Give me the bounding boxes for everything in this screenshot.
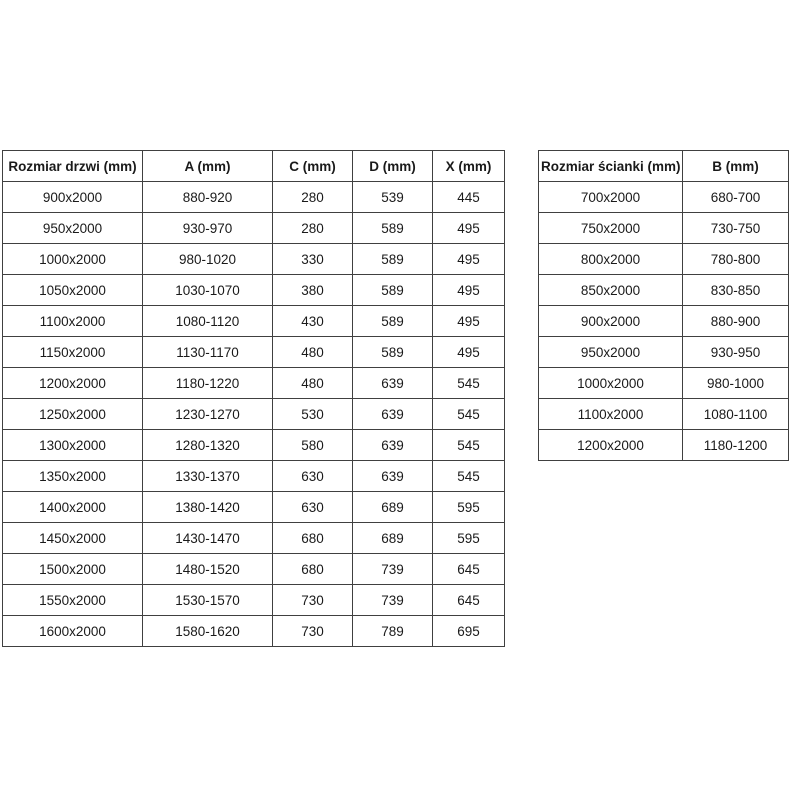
table-cell: 1230-1270 [143, 399, 273, 430]
table-cell: 280 [273, 213, 353, 244]
table-cell: 589 [353, 213, 433, 244]
table-row [3, 492, 505, 523]
table-cell: 1330-1370 [143, 461, 273, 492]
table-cell: 1080-1100 [683, 399, 789, 430]
table-cell: 880-900 [683, 306, 789, 337]
table-row [3, 368, 505, 399]
table-cell: 589 [353, 275, 433, 306]
table-cell: 545 [433, 461, 505, 492]
table-cell: 850x2000 [539, 275, 683, 306]
table-cell: 789 [353, 616, 433, 647]
table-cell: 1450x2000 [3, 523, 143, 554]
table-cell: 730-750 [683, 213, 789, 244]
table-cell: 689 [353, 523, 433, 554]
table-row [539, 368, 789, 399]
table-cell: 1100x2000 [539, 399, 683, 430]
table-row [3, 616, 505, 647]
table-cell: 1380-1420 [143, 492, 273, 523]
table-row [3, 585, 505, 616]
table-cell: 1280-1320 [143, 430, 273, 461]
header-row [3, 151, 505, 182]
table-cell: 639 [353, 399, 433, 430]
table-cell: 1130-1170 [143, 337, 273, 368]
table-row [539, 244, 789, 275]
table-cell: 680-700 [683, 182, 789, 213]
table-cell: 1430-1470 [143, 523, 273, 554]
table-row [3, 306, 505, 337]
table-cell: 539 [353, 182, 433, 213]
table-cell: 680 [273, 554, 353, 585]
table-row [3, 399, 505, 430]
column-header: X (mm) [433, 151, 505, 182]
table-cell: 1530-1570 [143, 585, 273, 616]
table-cell: 639 [353, 368, 433, 399]
table-cell: 330 [273, 244, 353, 275]
table-cell: 739 [353, 585, 433, 616]
table-cell: 639 [353, 430, 433, 461]
table-cell: 930-950 [683, 337, 789, 368]
table-cell: 730 [273, 616, 353, 647]
table-cell: 480 [273, 368, 353, 399]
wall-panel-dimensions-table [538, 150, 789, 461]
table-cell: 1050x2000 [3, 275, 143, 306]
table-cell: 1150x2000 [3, 337, 143, 368]
table-cell: 580 [273, 430, 353, 461]
table-cell: 750x2000 [539, 213, 683, 244]
table-cell: 495 [433, 275, 505, 306]
table-cell: 480 [273, 337, 353, 368]
table-cell: 800x2000 [539, 244, 683, 275]
table-cell: 980-1020 [143, 244, 273, 275]
table-cell: 1480-1520 [143, 554, 273, 585]
table-row [539, 275, 789, 306]
table-cell: 495 [433, 306, 505, 337]
table-cell: 639 [353, 461, 433, 492]
table-cell: 780-800 [683, 244, 789, 275]
table-cell: 1300x2000 [3, 430, 143, 461]
table-cell: 1180-1200 [683, 430, 789, 461]
header-row [539, 151, 789, 182]
table-row [3, 213, 505, 244]
table-cell: 280 [273, 182, 353, 213]
table-cell: 680 [273, 523, 353, 554]
table-cell: 900x2000 [539, 306, 683, 337]
table-cell: 739 [353, 554, 433, 585]
table-cell: 900x2000 [3, 182, 143, 213]
column-header: Rozmiar ścianki (mm) [539, 151, 683, 182]
table-cell: 645 [433, 585, 505, 616]
table-row [3, 523, 505, 554]
table-cell: 595 [433, 523, 505, 554]
table-cell: 1500x2000 [3, 554, 143, 585]
table-cell: 495 [433, 213, 505, 244]
column-header: C (mm) [273, 151, 353, 182]
table-row [3, 182, 505, 213]
door-dimensions-table [2, 150, 505, 647]
table-cell: 595 [433, 492, 505, 523]
table-row [3, 430, 505, 461]
table-cell: 689 [353, 492, 433, 523]
table-cell: 430 [273, 306, 353, 337]
table-row [3, 275, 505, 306]
table-cell: 930-970 [143, 213, 273, 244]
table-cell: 1350x2000 [3, 461, 143, 492]
table-cell: 445 [433, 182, 505, 213]
table-cell: 1250x2000 [3, 399, 143, 430]
table-cell: 495 [433, 337, 505, 368]
table-cell: 1550x2000 [3, 585, 143, 616]
table-cell: 1000x2000 [539, 368, 683, 399]
table-cell: 495 [433, 244, 505, 275]
table-cell: 589 [353, 306, 433, 337]
table-cell: 545 [433, 430, 505, 461]
table-cell: 1180-1220 [143, 368, 273, 399]
table-cell: 1200x2000 [3, 368, 143, 399]
table-cell: 1600x2000 [3, 616, 143, 647]
table-cell: 630 [273, 461, 353, 492]
table-cell: 695 [433, 616, 505, 647]
table-cell: 530 [273, 399, 353, 430]
table-cell: 589 [353, 244, 433, 275]
table-cell: 589 [353, 337, 433, 368]
table-cell: 1030-1070 [143, 275, 273, 306]
table-row [3, 244, 505, 275]
table-row [539, 337, 789, 368]
table-cell: 830-850 [683, 275, 789, 306]
table-cell: 950x2000 [3, 213, 143, 244]
table-cell: 1100x2000 [3, 306, 143, 337]
column-header: A (mm) [143, 151, 273, 182]
table-cell: 730 [273, 585, 353, 616]
table-row [539, 430, 789, 461]
table-cell: 380 [273, 275, 353, 306]
column-header: B (mm) [683, 151, 789, 182]
table-row [539, 213, 789, 244]
table-cell: 1000x2000 [3, 244, 143, 275]
table-cell: 545 [433, 399, 505, 430]
table-row [539, 399, 789, 430]
table-cell: 980-1000 [683, 368, 789, 399]
column-header: Rozmiar drzwi (mm) [3, 151, 143, 182]
table-row [539, 306, 789, 337]
table-cell: 880-920 [143, 182, 273, 213]
table-cell: 1080-1120 [143, 306, 273, 337]
table-cell: 1580-1620 [143, 616, 273, 647]
table-cell: 645 [433, 554, 505, 585]
table-cell: 1200x2000 [539, 430, 683, 461]
table-row [3, 554, 505, 585]
table-cell: 700x2000 [539, 182, 683, 213]
table-cell: 1400x2000 [3, 492, 143, 523]
table-cell: 630 [273, 492, 353, 523]
table-cell: 545 [433, 368, 505, 399]
table-row [3, 461, 505, 492]
table-row [3, 337, 505, 368]
table-cell: 950x2000 [539, 337, 683, 368]
table-row [539, 182, 789, 213]
column-header: D (mm) [353, 151, 433, 182]
